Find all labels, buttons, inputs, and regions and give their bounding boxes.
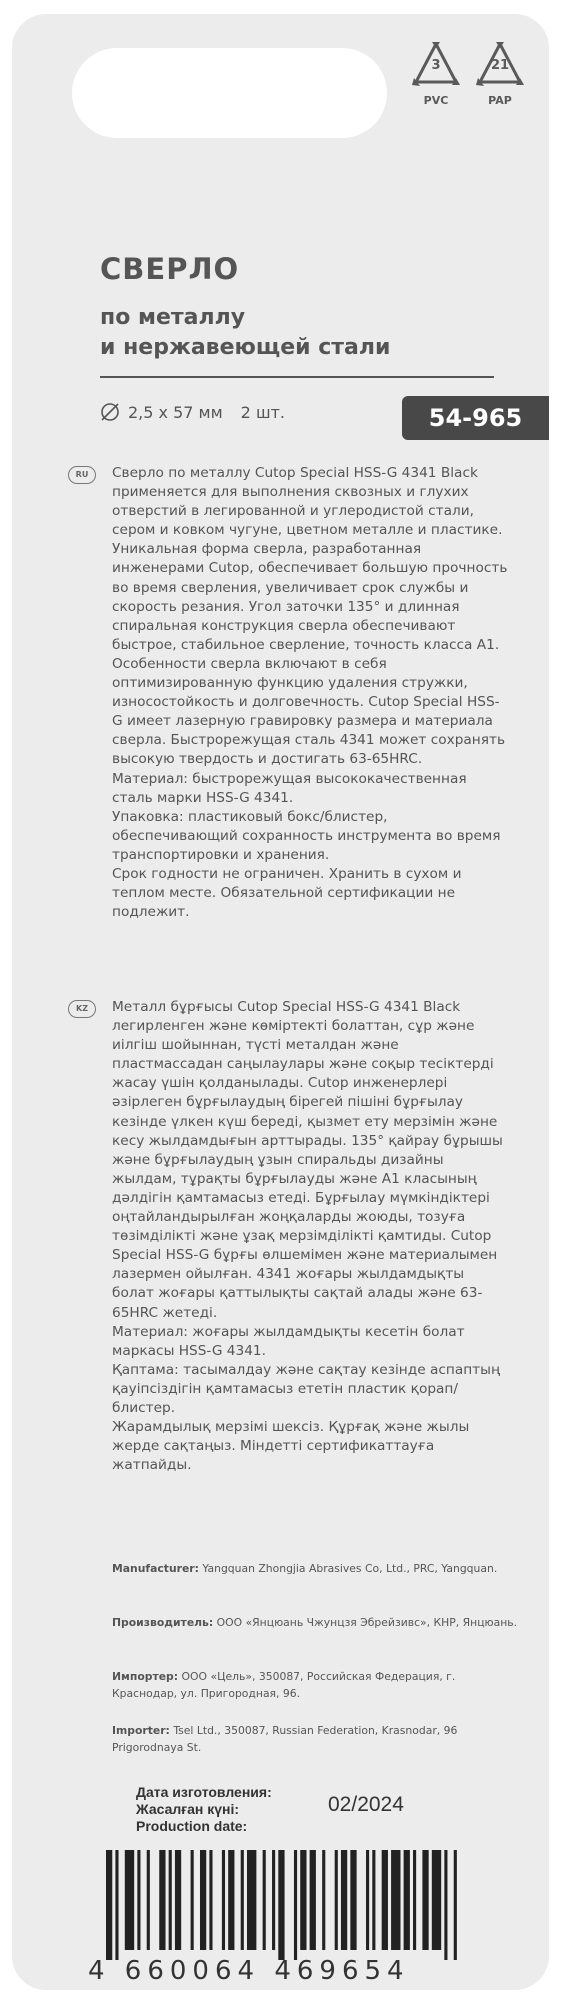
recycle-code: PAP — [488, 94, 512, 107]
importer-en-info — [112, 1722, 522, 1756]
importer-ru-value: ООО «Цель», 350087, Российская Федерация, г. Краснодар, ул. Пригородная, 96. — [112, 1670, 456, 1700]
barcode-bar — [247, 1850, 256, 1950]
article-number-badge: 54-965 — [402, 396, 549, 440]
barcode-bar — [300, 1850, 306, 1950]
recycle-pap-icon — [474, 38, 526, 116]
barcode-bar — [272, 1850, 275, 1950]
product-title: СВЕРЛО — [100, 252, 240, 286]
divider — [100, 376, 494, 378]
importer-ru-label: Импортер: — [112, 1670, 179, 1683]
barcode-bar — [175, 1850, 181, 1950]
barcode-bar — [106, 1850, 112, 1960]
recycle-code: PVC — [423, 94, 449, 107]
barcode-bar — [222, 1850, 225, 1950]
language-badge-kz: KZ — [68, 1000, 96, 1018]
product-size: 2,5 x 57 мм — [128, 402, 223, 422]
barcode-bar — [159, 1850, 165, 1950]
barcode-bar — [366, 1850, 369, 1950]
manufacturer-value: Yangquan Zhongjia Abrasives Co, Ltd., PRC, Yangquan. — [202, 1562, 498, 1575]
importer-ru-info — [112, 1668, 522, 1702]
barcode-bar — [432, 1850, 441, 1950]
barcode-bar — [209, 1850, 212, 1950]
barcode-bar — [263, 1850, 266, 1950]
recycle-number: 3 — [431, 58, 441, 73]
barcode-bar — [241, 1850, 244, 1950]
barcode-bar — [413, 1850, 416, 1950]
barcode-bar — [335, 1850, 338, 1950]
barcode-bar — [147, 1850, 150, 1950]
barcode-bar — [228, 1850, 234, 1950]
barcode-bar — [422, 1850, 428, 1950]
barcode-bar — [191, 1850, 194, 1950]
description-text: Металл бұрғысы Cutop Special HSS-G 4341 Black легирленген және көміртекті болаттан, сұр және иілгіш шойыннан, түсті металдан және пластмассадан саңылаулары және соқыр тесіктерді жасау үшін қолданылады. Cutop инженерлері әзірлеген бұрғылаудың бірегей пішіні бұрғылау кезінде үлкен күш береді, қызмет ету мерзімін және кесу жылдамдығын арттырады. 135° қайрау бұрышы және бұрғылаудың ұзын спиральды дизайны жылдам, тұрақты бұрғылауды және А1 класының дәлдігін қамтамасыз етеді. Бұрғылау мүмкіндіктері оңтайландырылған жоңқаларды жоюды, тозуға төзімділікті және ұзақ мерзімділікті қамтиды. Cutop Special HSS-G бұрғы өлшемімен және материалымен лазермен ойылған. 4341 жоғары жылдамдықты болат жоғары қаттылықты сақтай алады және 63-65HRC жетеді. Материал: жоғары жылдамдықты кесетін болат маркасы HSS-G 4341. Қаптама: тасымалдау және сақтау кезінде аспаптың қауіпсіздігін қамтамасыз ететін пластик қорап/блистер. Жарамдылық мерзімі шексіз. Құрғақ және жылы жерде сақтаңыз. Міндетті сертификаттауға жатпайды. — [112, 999, 503, 1474]
barcode-bar — [372, 1850, 375, 1950]
product-subtitle — [100, 303, 390, 363]
recycle-pvc-icon — [410, 38, 462, 116]
producer-label: Производитель: — [112, 1616, 214, 1629]
barcode-bar — [278, 1850, 284, 1960]
barcode-bar — [454, 1850, 457, 1960]
producer-value: ООО «Янцюань Чжунцзя Эбрейзивс», КНР, Янцюань. — [216, 1616, 518, 1629]
barcode — [106, 1850, 460, 1960]
barcode-bar — [444, 1850, 447, 1960]
subtitle-line: и нержавеющей стали — [100, 335, 391, 360]
barcode-bar — [115, 1850, 118, 1960]
recycle-number: 21 — [490, 58, 510, 73]
barcode-bar — [294, 1850, 297, 1960]
barcode-bar — [169, 1850, 172, 1950]
barcode-bar — [404, 1850, 410, 1950]
barcode-bar — [310, 1850, 316, 1950]
description-text: Сверло по металлу Cutop Special HSS-G 4341 Black применяется для выполнения сквозных и глухих отверстий в легированной и углеродистой стали, сером и ковком чугуне, цветном металле и пластике. Уникальная форма сверла, разработанная инженерами Cutop, обеспечивает большую прочность во время сверления, увеличивает срок службы и скорость резания. Угол заточки 135° и длинная спиральная конструкция сверла обеспечивают быстрое, стабильное сверление, точность класса А1. Особенности сверла включают в себя оптимизированную функцию удаления стружки, износостойкость и долговечность. Cutop Special HSS-G имеет лазерную гравировку размера и материала сверла. Быстрорежущая сталь 4341 может сохранять высокую твердость и достигать 63-65HRC. Материал: быстрорежущая высококачественная сталь марки HSS-G 4341. Упаковка: пластиковый бокс/блистер, обеспечивающий сохранность инструмента во время транспортировки и хранения. Срок годности не ограничен. Хранить в сухом и теплом месте. Обязательной сертификации не подлежит. — [112, 465, 508, 921]
subtitle-line: по металлу — [100, 305, 246, 330]
production-date-labels — [136, 1784, 272, 1835]
production-date: 02/2024 — [328, 1793, 404, 1816]
description-kz — [112, 998, 508, 1475]
production-label-kz: Жасалған күні: — [136, 1801, 240, 1817]
barcode-bar — [391, 1850, 400, 1950]
importer-en-label: Importer: — [112, 1724, 170, 1737]
barcode-digits: 4 660064 469654 — [88, 1956, 410, 1986]
barcode-bar — [137, 1850, 140, 1950]
description-ru — [112, 464, 508, 922]
manufacturer-label: Manufacturer: — [112, 1562, 199, 1575]
product-quantity: 2 шт. — [240, 402, 285, 422]
importer-en-value: Tsel Ltd., 350087, Russian Federation, Krasnodar, 96 Prigorodnaya St. — [112, 1724, 458, 1754]
language-badge-ru: RU — [68, 466, 96, 484]
hang-hole — [72, 48, 387, 138]
barcode-bar — [350, 1850, 356, 1950]
barcode-bar — [322, 1850, 325, 1950]
barcode-bar — [200, 1850, 206, 1950]
barcode-bar — [341, 1850, 347, 1950]
manufacturer-info — [112, 1560, 522, 1577]
product-spec — [100, 402, 285, 422]
producer-info — [112, 1614, 522, 1631]
barcode-bar — [382, 1850, 388, 1950]
diameter-icon — [100, 402, 120, 422]
production-label-ru: Дата изготовления: — [136, 1784, 272, 1800]
barcode-bar — [125, 1850, 134, 1950]
production-label-en: Production date: — [136, 1818, 248, 1834]
